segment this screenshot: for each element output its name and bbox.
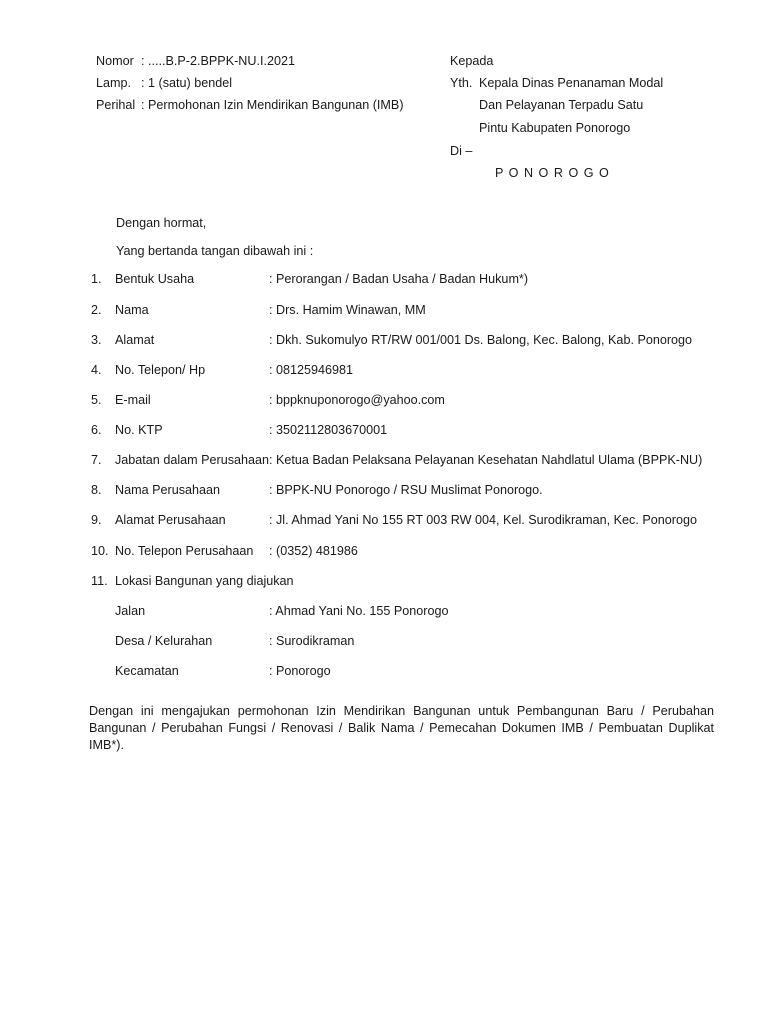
item-number: 2. [91,303,102,317]
nomor-label: Nomor [96,54,134,68]
item-label: E-mail [115,393,151,407]
lamp-label: Lamp. [96,76,132,90]
item-number: 11. [91,574,108,588]
nomor-separator: : [141,54,145,68]
location-desa-label: Desa / Kelurahan [115,634,213,648]
yth-label: Yth. [450,76,473,90]
location-jalan-value: : Ahmad Yani No. 155 Ponorogo [269,604,449,618]
item-label: Nama Perusahaan [115,483,221,497]
perihal-value: Permohonan Izin Mendirikan Bangunan (IMB) [148,98,404,112]
kepada-label: Kepada [450,54,494,68]
perihal-separator: : [141,98,145,112]
item-number: 8. [91,483,102,497]
intro-line: Yang bertanda tangan dibawah ini : [116,244,314,258]
item-value: : Drs. Hamim Winawan, MM [269,303,426,317]
item-number: 5. [91,393,102,407]
location-jalan-label: Jalan [115,604,146,618]
lamp-separator: : [141,76,145,90]
item-value: : Perorangan / Badan Usaha / Badan Hukum*) [269,272,529,286]
item-label: Alamat Perusahaan [115,513,226,527]
item-label: Jabatan dalam Perusahaan [115,453,270,467]
item-number: 9. [91,513,102,527]
item-label: Nama [115,303,149,317]
recipient-line-3: Pintu Kabupaten Ponorogo [479,121,631,135]
item-label: Alamat [115,333,155,347]
lamp-value: 1 (satu) bendel [148,76,233,90]
item-value: : BPPK-NU Ponorogo / RSU Muslimat Ponorogo. [269,483,543,497]
item-value: : (0352) 481986 [269,544,358,558]
item-label: Lokasi Bangunan yang diajukan [115,574,294,588]
item-label: No. KTP [115,423,163,437]
location-kecamatan-value: : Ponorogo [269,664,331,678]
item-label: Bentuk Usaha [115,272,195,286]
item-label: No. Telepon Perusahaan [115,544,254,558]
item-value: : 3502112803670001 [269,423,388,437]
di-label: Di – [450,144,473,158]
closing-paragraph: Dengan ini mengajukan permohonan Izin Mendirikan Bangunan untuk Pembangunan Baru / Perubahan Bangunan / Perubahan Fungsi / Renovasi / Balik Nama / Pemecahan Dokumen IMB / Pembuatan Duplikat IMB*). [89,704,714,752]
location-kecamatan-label: Kecamatan [115,664,179,678]
item-number: 7. [91,453,102,467]
item-number: 10. [91,544,109,558]
item-label: No. Telepon/ Hp [115,363,206,377]
perihal-label: Perihal [96,98,136,112]
item-number: 1. [91,272,102,286]
item-value: : 08125946981 [269,363,354,377]
salutation: Dengan hormat, [116,216,207,230]
recipient-line-2: Dan Pelayanan Terpadu Satu [479,98,644,112]
recipient-city: P O N O R O G O [495,166,610,180]
item-value: : Jl. Ahmad Yani No 155 RT 003 RW 004, Kel. Surodikraman, Kec. Ponorogo [269,513,697,527]
item-value: : Ketua Badan Pelaksana Pelayanan Kesehatan Nahdlatul Ulama (BPPK-NU) [269,453,703,467]
item-number: 6. [91,423,102,437]
recipient-line-1: Kepala Dinas Penanaman Modal [479,76,664,90]
item-number: 4. [91,363,102,377]
item-value: : Dkh. Sukomulyo RT/RW 001/001 Ds. Balong, Kec. Balong, Kab. Ponorogo [269,333,693,347]
item-value: : bppknuponorogo@yahoo.com [269,393,445,407]
location-desa-value: : Surodikraman [269,634,355,648]
item-number: 3. [91,333,102,347]
nomor-value: .....B.P-2.BPPK-NU.I.2021 [148,54,295,68]
